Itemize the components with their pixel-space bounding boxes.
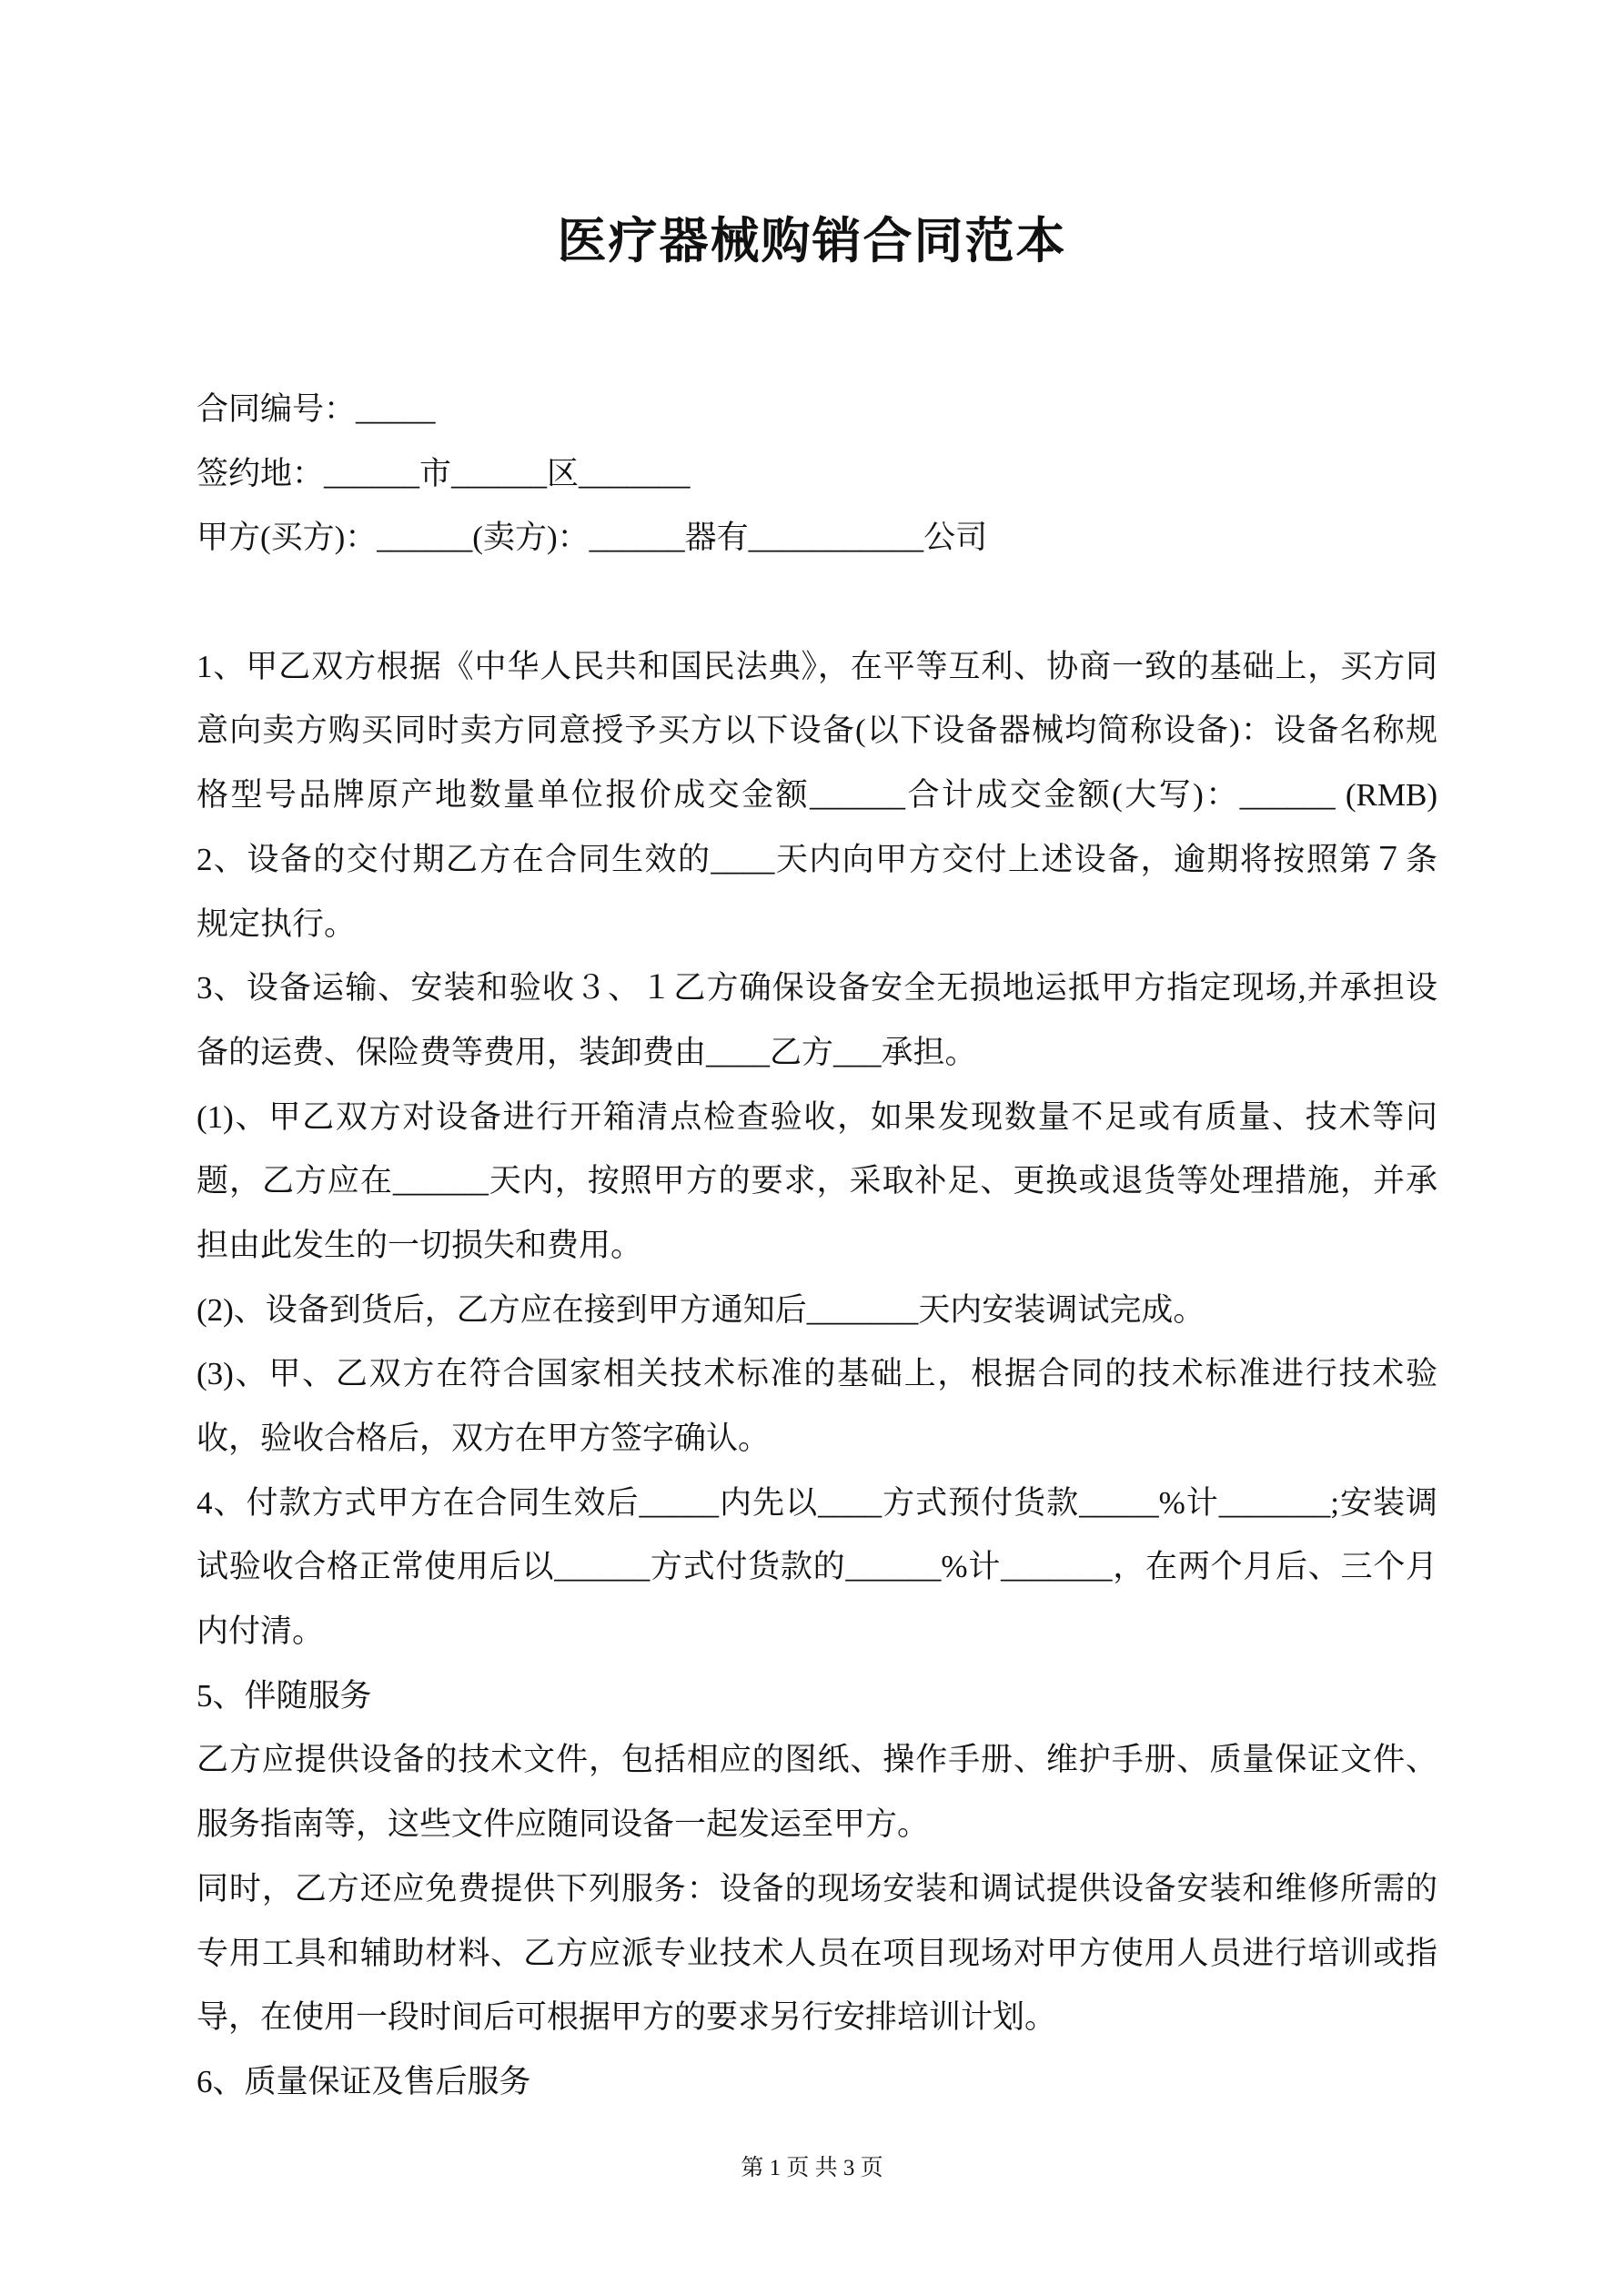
text-line: 6、质量保证及售后服务 <box>197 2063 531 2099</box>
document-body <box>197 378 1437 2115</box>
clause-5-services <box>197 1857 1437 2050</box>
text-line: 意向卖方购买同时卖方同意授予买方以下设备(以下设备器械均简称设备)：设备名称规 <box>197 713 1437 749</box>
text-line: 专用工具和辅助材料、乙方应派专业技术人员在项目现场对甲方使用人员进行培训或指 <box>197 1935 1437 1971</box>
contract-number-line: 合同编号：_____ <box>197 391 436 427</box>
signing-place-line: 签约地：______市______区_______ <box>197 455 691 491</box>
text-line: 内付清。 <box>197 1613 325 1650</box>
clause-3-3 <box>197 1342 1437 1471</box>
clause-4 <box>197 1472 1437 1664</box>
spacer <box>197 571 1437 635</box>
text-line: 乙方应提供设备的技术文件，包括相应的图纸、操作手册、维护手册、质量保证文件、 <box>197 1742 1437 1778</box>
clause-3-1 <box>197 1086 1437 1279</box>
parties-line: 甲方(买方)：______(卖方)：______器有___________公司 <box>197 520 988 556</box>
clause-1 <box>197 635 1437 828</box>
text-line: (2)、设备到货后，乙方应在接到甲方通知后_______天内安装调试完成。 <box>197 1291 1205 1328</box>
text-line: (3)、甲、乙双方在符合国家相关技术标准的基础上，根据合同的技术标准进行技术验 <box>197 1356 1437 1392</box>
text-line: 1、甲乙双方根据《中华人民共和国民法典》，在平等互利、协商一致的基础上，买方同 <box>197 648 1437 684</box>
text-line: 备的运费、保险费等费用，装卸费由____乙方___承担。 <box>197 1034 977 1070</box>
text-line: 服务指南等，这些文件应随同设备一起发运至甲方。 <box>197 1806 930 1843</box>
clause-3-2 <box>197 1279 1437 1343</box>
text-line: 收，验收合格后，双方在甲方签字确认。 <box>197 1421 771 1456</box>
text-line: 同时，乙方还应免费提供下列服务：设备的现场安装和调试提供设备安装和维修所需的 <box>197 1870 1437 1907</box>
text-line: 题，乙方应在______天内，按照甲方的要求，采取补足、更换或退货等处理措施，并承 <box>197 1163 1437 1199</box>
clause-2 <box>197 828 1437 956</box>
text-line: (1)、甲乙双方对设备进行开箱清点检查验收，如果发现数量不足或有质量、技术等问 <box>197 1098 1437 1135</box>
page-number: 第 1 页 共 3 页 <box>741 2156 883 2180</box>
text-line: 3、设备运输、安装和验收３、１乙方确保设备安全无损地运抵甲方指定现场,并承担设 <box>197 970 1437 1006</box>
clause-5-docs <box>197 1728 1437 1856</box>
document-title: 医疗器械购销合同范本 <box>557 214 1067 268</box>
clause-3 <box>197 956 1437 1085</box>
text-line: 格型号品牌原产地数量单位报价成交金额______合计成交金额(大写)：______ (RMB) <box>197 777 1437 814</box>
text-line: 担由此发生的一切损失和费用。 <box>197 1227 643 1263</box>
clause-5-heading <box>197 1664 1437 1729</box>
text-line: 4、付款方式甲方在合同生效后_____内先以____方式预付货款_____%计_______;安装调 <box>197 1484 1437 1521</box>
text-line: 导，在使用一段时间后可根据甲方的要求另行安排培训计划。 <box>197 1999 1057 2036</box>
text-line: 2、设备的交付期乙方在合同生效的____天内向甲方交付上述设备，逾期将按照第７条 <box>197 841 1437 877</box>
text-line: 规定执行。 <box>197 905 357 942</box>
clause-6-heading <box>197 2050 1437 2115</box>
text-line: 5、伴随服务 <box>197 1677 372 1714</box>
text-line: 试验收合格正常使用后以______方式付货款的______%计_______，在两个月后、三个月 <box>197 1549 1437 1585</box>
